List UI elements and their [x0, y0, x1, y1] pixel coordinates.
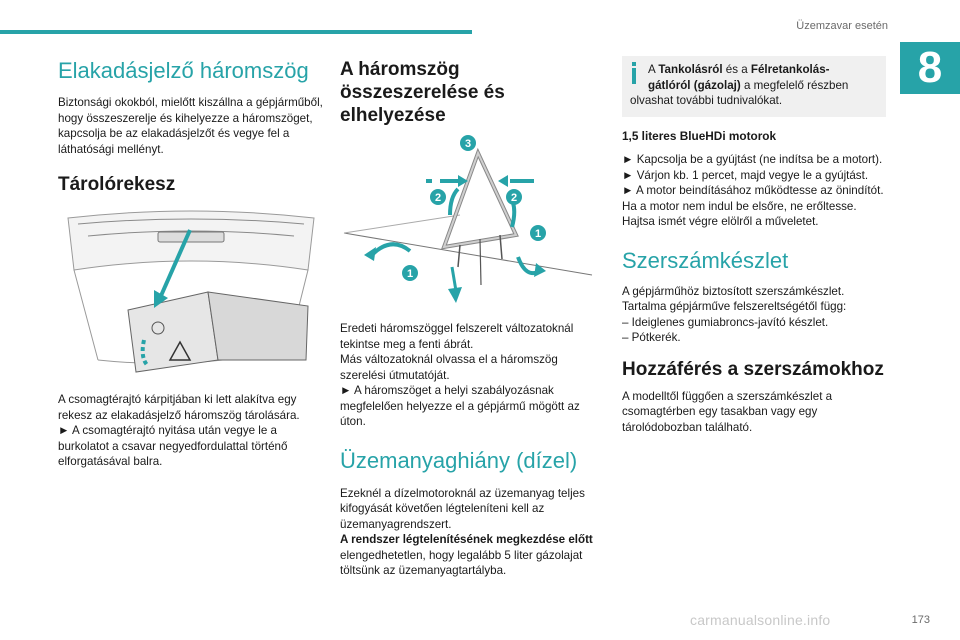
fuel-warning-rest: elengedhetetlen, hogy legalább 5 liter gázolajat töltsünk az üzemanyagtartályba.	[340, 548, 583, 577]
svg-text:3: 3	[464, 138, 472, 150]
engine-step: Ha a motor nem indul be elsőre, ne erőltesse. Hajtsa ismét végre elölről a műveletet.	[622, 199, 857, 228]
marker-1-right	[530, 225, 546, 241]
svg-text:2: 2	[434, 192, 442, 204]
assembly-heading: A háromszög összeszerelése és elhelyezése	[340, 59, 505, 126]
page-number: 173	[911, 614, 930, 626]
column-1	[58, 56, 324, 470]
column-3	[622, 56, 886, 435]
info-link-misfuel-b: gátlóról (gázolaj)	[648, 78, 741, 92]
info-tail: a megfelelő részben	[740, 78, 849, 92]
engine-step: ► A motor beindításához működtesse az önindítót.	[622, 184, 884, 197]
engine-steps	[622, 152, 886, 230]
tools-text: A gépjárműhöz biztosított szerszámkészlet. Tartalma gépjárműve felszereltségétől függ:	[622, 284, 847, 313]
info-icon	[630, 62, 638, 84]
marker-2-right	[506, 189, 522, 205]
assembly-text-2: Más változatoknál olvassa el a háromszög szerelési útmutatóját.	[340, 353, 558, 382]
fuel-warning	[340, 532, 596, 579]
svg-text:2: 2	[510, 192, 518, 204]
storage-step: ► A csomagtérajtó nyitása után vegye le a burkolatot a csavar negyedfordulattal történő elforgatásával balra.	[58, 424, 288, 468]
assembly-text-3: ► A háromszöget a helyi szabályozásnak megfelelően helyezze el a gépjármű mögött az úton.	[340, 384, 580, 428]
svg-text:1: 1	[406, 268, 414, 280]
triangle-assembly-illustration	[340, 135, 596, 315]
info-line-3: olvashat további tudnivalókat.	[630, 94, 783, 107]
engine-heading: 1,5 literes BlueHDi motorok	[622, 128, 777, 143]
watermark: carmanualsonline.info	[690, 612, 831, 628]
running-title: Üzemzavar esetén	[796, 20, 888, 32]
info-a: A	[648, 63, 659, 76]
engine-step: ► Kapcsolja be a gyújtást (ne indítsa be a motort).	[622, 153, 883, 166]
assembly-text-1: Eredeti háromszöggel felszerelt változatoknál tekintse meg a fenti ábrát.	[340, 322, 574, 351]
marker-2-left	[430, 189, 446, 205]
fuel-warning-bold: A rendszer légtelenítésének megkezdése előtt	[340, 533, 593, 546]
access-heading: Hozzáférés a szerszámokhoz	[622, 358, 884, 380]
fuel-text: Ezeknél a dízelmotoroknál az üzemanyag teljes kifogyását követően légteleníteni kell az üzemanyagrendszert.	[340, 486, 585, 531]
info-line-2	[630, 78, 878, 94]
tools-item: – Pótkerék.	[622, 331, 681, 344]
intro-text: Biztonsági okokból, mielőtt kiszállna a gépjárműből, hogy összeszerelje és kihelyezze a háromszöget, kapcsolja be az elakadásjelzőt és vegye fel a láthatósági mellényt.	[58, 96, 323, 156]
info-box	[622, 56, 886, 117]
info-link-misfuel-a: Félretankolás-	[750, 63, 830, 76]
storage-text: A csomagtérajtó kárpitjában ki lett alakítva egy rekesz az elakadásjelző háromszög tárolására.	[58, 393, 300, 422]
svg-text:1: 1	[534, 228, 542, 240]
info-link-refuel: Tankolásról	[658, 63, 723, 76]
top-accent-bar	[0, 30, 472, 34]
chapter-badge: 8	[900, 42, 960, 94]
storage-heading: Tárolórekesz	[58, 174, 176, 195]
section-title-triangle: Elakadásjelző háromszög	[58, 58, 309, 83]
engine-step: ► Várjon kb. 1 percet, majd vegye le a gyújtást.	[622, 168, 869, 182]
tools-item: – Ideiglenes gumiabroncs-javító készlet.	[622, 315, 829, 329]
access-text: A modelltől függően a szerszámkészlet a csomagtérben egy tasakban vagy egy tárolódobozban található.	[622, 389, 833, 434]
info-line-1	[630, 62, 878, 78]
column-2	[340, 56, 596, 579]
fuel-section-title: Üzemanyaghiány (dízel)	[340, 447, 578, 473]
marker-3	[460, 135, 476, 151]
tools-section-title: Szerszámkészlet	[622, 247, 789, 273]
trunk-storage-illustration	[58, 210, 324, 378]
marker-1-left	[402, 265, 418, 281]
info-and: és a	[722, 63, 751, 76]
